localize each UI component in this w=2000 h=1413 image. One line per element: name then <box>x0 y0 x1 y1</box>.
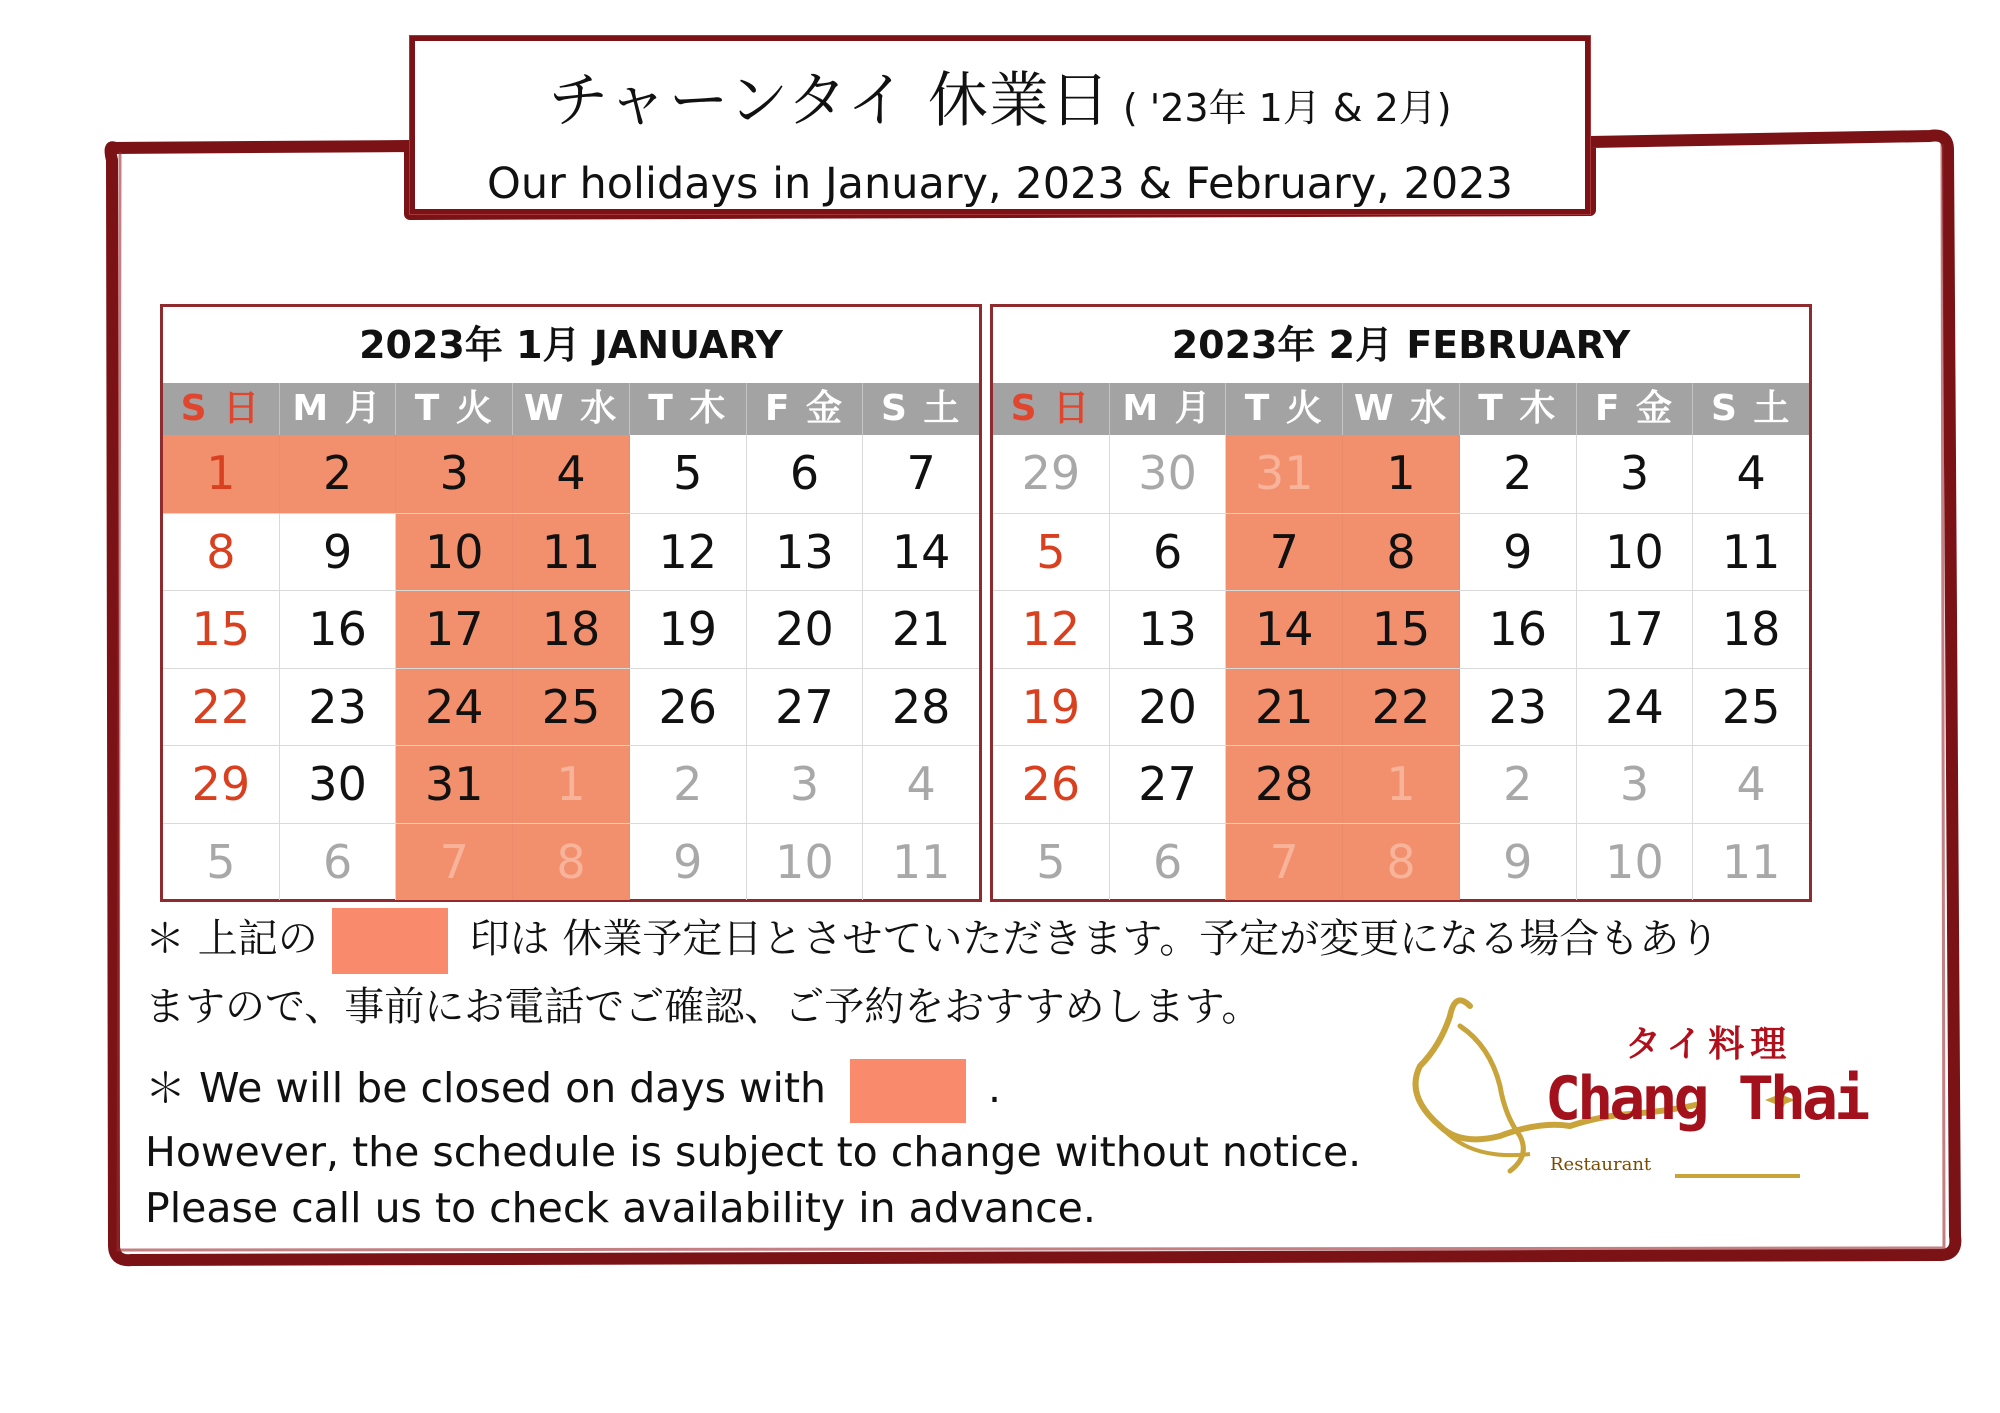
day-cell-closed: 22 <box>1343 669 1460 746</box>
day-cell: 26 <box>630 669 747 746</box>
weekday-label: W 水 <box>513 383 630 435</box>
day-cell-closed: 1 <box>1343 746 1460 823</box>
day-cell-closed: 11 <box>513 514 630 591</box>
day-cell: 13 <box>1110 591 1227 668</box>
note-en-prefix: ＊ We will be closed on days with <box>145 1064 827 1112</box>
day-cell: 9 <box>1460 824 1577 901</box>
day-cell-closed: 31 <box>396 746 513 823</box>
day-cell: 22 <box>163 669 280 746</box>
day-cell: 4 <box>1736 446 1766 500</box>
day-cell: 27 <box>1110 746 1227 823</box>
day-cell: 3 <box>1577 746 1694 823</box>
day-cell: 20 <box>1110 669 1227 746</box>
calendar-february <box>990 304 1812 902</box>
note-en-suffix: . <box>988 1064 1002 1112</box>
weekday-label: T 木 <box>630 383 747 435</box>
week-row <box>163 590 979 668</box>
day-cell: 9 <box>1460 514 1577 591</box>
day-cell: 19 <box>630 591 747 668</box>
day-cell: 2 <box>1460 435 1577 513</box>
week-row <box>993 435 1809 513</box>
day-cell: 30 <box>1110 435 1227 513</box>
week-row <box>993 745 1809 823</box>
weekday-label: T 火 <box>1226 383 1343 435</box>
week-row <box>993 668 1809 746</box>
day-cell: 21 <box>891 602 951 656</box>
day-cell: 3 <box>1577 435 1694 513</box>
title-line-jp <box>415 53 1585 139</box>
day-cell: 5 <box>993 824 1110 901</box>
day-cell-closed: 8 <box>1343 824 1460 901</box>
day-cell-closed: 8 <box>1343 514 1460 591</box>
week-row <box>163 668 979 746</box>
day-cell: 6 <box>1110 514 1227 591</box>
calendar-title: 2023年 2月 FEBRUARY <box>1171 323 1631 367</box>
day-cell: 3 <box>747 746 864 823</box>
day-cell-closed: 25 <box>513 669 630 746</box>
note-en-line3: Please call us to check availability in advance. <box>145 1184 1096 1232</box>
logo-sub: Restaurant <box>1550 1154 1652 1175</box>
calendar-grid <box>163 435 979 900</box>
week-row <box>163 435 979 513</box>
calendar-january <box>160 304 982 902</box>
day-cell: 10 <box>747 824 864 901</box>
day-cell: 18 <box>1721 602 1781 656</box>
day-cell-closed: 8 <box>513 824 630 901</box>
day-cell: 24 <box>1577 669 1694 746</box>
closed-day-swatch-en <box>850 1059 966 1123</box>
day-cell: 16 <box>1460 591 1577 668</box>
day-cell: 29 <box>993 435 1110 513</box>
week-row <box>993 513 1809 591</box>
day-cell-closed: 31 <box>1226 435 1343 513</box>
day-cell: 12 <box>630 514 747 591</box>
week-row <box>993 823 1809 901</box>
day-cell: 13 <box>747 514 864 591</box>
weekday-label: T 木 <box>1460 383 1577 435</box>
logo-name: Chang Thai <box>1545 1064 1867 1134</box>
day-cell-closed: 2 <box>280 435 397 513</box>
day-cell: 12 <box>993 591 1110 668</box>
day-cell-closed: 7 <box>1226 514 1343 591</box>
day-cell: 27 <box>747 669 864 746</box>
title-jp: チャーンタイ 休業日 <box>548 66 1111 136</box>
calendar-title: 2023年 1月 JANUARY <box>359 323 783 367</box>
day-cell: 6 <box>1110 824 1227 901</box>
day-cell: 11 <box>891 834 951 889</box>
day-cell-closed: 15 <box>1343 591 1460 668</box>
day-cell: 25 <box>1721 679 1781 734</box>
logo-tagline: タイ料理 <box>1625 1024 1793 1065</box>
day-cell: 2 <box>630 746 747 823</box>
day-cell-closed: 24 <box>396 669 513 746</box>
weekday-label: W 水 <box>1343 383 1460 435</box>
day-cell: 26 <box>993 746 1110 823</box>
day-cell: 30 <box>280 746 397 823</box>
title-period: ( '23年 1月 & 2月) <box>1122 86 1452 130</box>
title-en: Our holidays in January, 2023 & February, 2023 <box>487 159 1513 209</box>
day-cell: 5 <box>163 824 280 901</box>
note-en-line2: However, the schedule is subject to change without notice. <box>145 1128 1362 1176</box>
week-row <box>163 513 979 591</box>
day-cell-closed: 18 <box>513 591 630 668</box>
day-cell: 20 <box>747 591 864 668</box>
day-cell: 19 <box>993 669 1110 746</box>
day-cell-closed: 7 <box>396 824 513 901</box>
weekday-label: S 土 <box>880 388 962 429</box>
day-cell-closed: 7 <box>1226 824 1343 901</box>
day-cell-closed: 3 <box>396 435 513 513</box>
note-jp-line2: ますので、事前にお電話でご確認、ご予約をおすすめします。 <box>145 984 1262 1030</box>
title-box <box>410 36 1590 214</box>
weekday-label: M 月 <box>1110 383 1227 435</box>
week-row <box>163 745 979 823</box>
day-cell: 15 <box>163 591 280 668</box>
day-cell: 29 <box>163 746 280 823</box>
day-cell: 14 <box>891 524 951 579</box>
weekday-label: T 火 <box>396 383 513 435</box>
day-cell: 6 <box>747 435 864 513</box>
day-cell: 11 <box>1721 524 1781 579</box>
week-row <box>163 823 979 901</box>
day-cell: 6 <box>280 824 397 901</box>
closed-day-swatch <box>332 908 448 974</box>
weekday-label: S 土 <box>1710 388 1792 429</box>
weekday-label: S 日 <box>163 383 280 435</box>
weekday-label: M 月 <box>280 383 397 435</box>
day-cell: 16 <box>280 591 397 668</box>
day-cell: 10 <box>1577 514 1694 591</box>
weekday-label: F 金 <box>747 383 864 435</box>
day-cell: 4 <box>1736 757 1766 811</box>
day-cell-closed: 1 <box>1343 435 1460 513</box>
day-cell: 4 <box>906 757 936 811</box>
week-row <box>993 590 1809 668</box>
day-cell-closed: 1 <box>163 435 280 513</box>
day-cell: 9 <box>280 514 397 591</box>
day-cell: 23 <box>1460 669 1577 746</box>
note-jp-prefix: ＊ 上記の <box>145 916 318 962</box>
note-jp-line1 <box>145 906 1845 974</box>
calendar-grid <box>993 435 1809 900</box>
day-cell: 9 <box>630 824 747 901</box>
day-cell: 10 <box>1577 824 1694 901</box>
day-cell-closed: 4 <box>513 435 630 513</box>
day-cell: 5 <box>630 435 747 513</box>
day-cell: 17 <box>1577 591 1694 668</box>
weekday-label: F 金 <box>1577 383 1694 435</box>
day-cell: 23 <box>280 669 397 746</box>
day-cell-closed: 10 <box>396 514 513 591</box>
day-cell: 28 <box>891 679 951 734</box>
day-cell: 7 <box>906 446 936 500</box>
day-cell-closed: 1 <box>513 746 630 823</box>
chang-thai-logo <box>1400 986 1867 1186</box>
weekday-header <box>163 383 979 435</box>
day-cell-closed: 14 <box>1226 591 1343 668</box>
day-cell-closed: 21 <box>1226 669 1343 746</box>
day-cell: 11 <box>1721 834 1781 889</box>
weekday-header <box>993 383 1809 435</box>
day-cell: 8 <box>163 514 280 591</box>
weekday-label: S 日 <box>993 383 1110 435</box>
day-cell: 5 <box>993 514 1110 591</box>
note-jp-suffix: 印は 休業予定日とさせていただきます。予定が変更になる場合もあり <box>469 916 1720 962</box>
day-cell-closed: 17 <box>396 591 513 668</box>
day-cell-closed: 28 <box>1226 746 1343 823</box>
day-cell: 2 <box>1460 746 1577 823</box>
